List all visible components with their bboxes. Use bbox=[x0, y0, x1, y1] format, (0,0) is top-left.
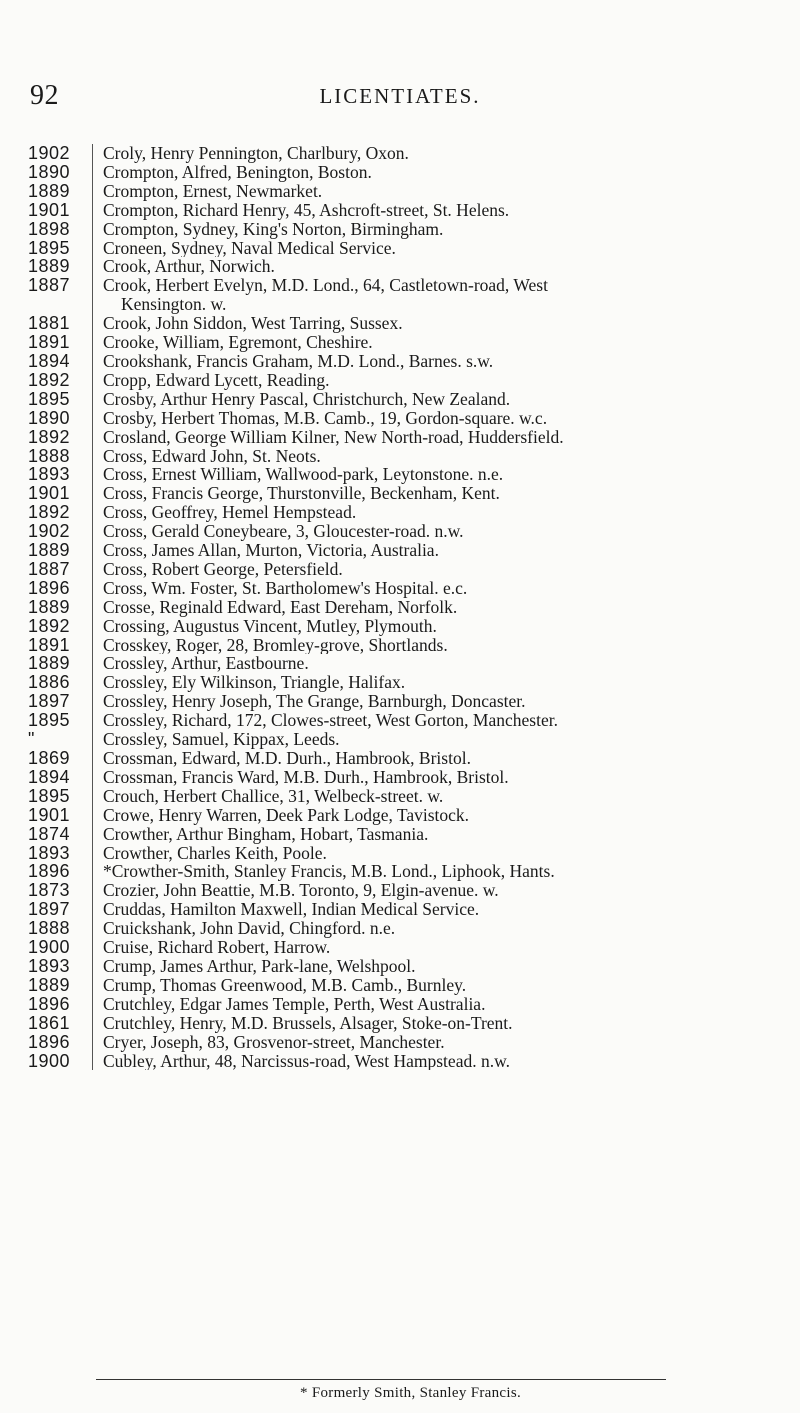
list-item bbox=[28, 900, 788, 919]
list-item bbox=[28, 806, 788, 825]
list-item bbox=[28, 428, 788, 447]
entry-text: Crookshank, Francis Graham, M.D. Lond., Barnes. s.w. bbox=[92, 352, 493, 371]
entry-year: 1874 bbox=[28, 823, 71, 844]
list-item bbox=[28, 390, 788, 409]
entry-year: 1897 bbox=[28, 691, 71, 712]
list-item bbox=[28, 692, 788, 711]
list-item bbox=[28, 465, 788, 484]
entry-year: 1892 bbox=[28, 426, 71, 447]
entry-year: 1902 bbox=[28, 143, 71, 163]
list-item bbox=[28, 995, 788, 1014]
entry-text: Cubley, Arthur, 48, Narcissus-road, West Hampstead. n.w. bbox=[92, 1052, 510, 1071]
entry-text: Crosskey, Roger, 28, Bromley-grove, Shortlands. bbox=[92, 636, 448, 655]
entry-text: Crossley, Samuel, Kippax, Leeds. bbox=[92, 730, 340, 749]
entry-text: Cross, James Allan, Murton, Victoria, Australia. bbox=[92, 541, 439, 560]
entry-text: Cross, Gerald Coneybeare, 3, Gloucester-road. n.w. bbox=[92, 522, 464, 541]
list-item bbox=[28, 333, 788, 352]
footnote: * Formerly Smith, Stanley Francis. bbox=[300, 1385, 522, 1401]
entry-text: Cross, Wm. Foster, St. Bartholomew's Hospital. e.c. bbox=[92, 579, 467, 598]
entry-year: 1902 bbox=[28, 521, 71, 542]
entry-text: Crossley, Richard, 172, Clowes-street, West Gorton, Manchester. bbox=[92, 711, 558, 730]
entry-year: 1901 bbox=[28, 199, 71, 220]
page-number: 92 bbox=[30, 80, 59, 111]
entry-text: Crosby, Herbert Thomas, M.B. Camb., 19, Gordon-square. w.c. bbox=[92, 409, 547, 428]
entry-text: Crooke, William, Egremont, Cheshire. bbox=[92, 333, 373, 352]
entry-year: 1886 bbox=[28, 672, 71, 693]
list-item bbox=[28, 503, 788, 522]
entry-text: Cruise, Richard Robert, Harrow. bbox=[92, 938, 330, 957]
list-item bbox=[28, 239, 788, 258]
entry-year: 1890 bbox=[28, 161, 71, 182]
entry-text: Kensington. w. bbox=[92, 295, 226, 314]
entry-year: 1889 bbox=[28, 180, 71, 201]
entry-text: Croneen, Sydney, Naval Medical Service. bbox=[92, 239, 396, 258]
entry-text: Crowe, Henry Warren, Deek Park Lodge, Tavistock. bbox=[92, 806, 469, 825]
entry-text: Crozier, John Beattie, M.B. Toronto, 9, Elgin-avenue. w. bbox=[92, 881, 499, 900]
list-item bbox=[28, 182, 788, 201]
entry-text: Crossley, Ely Wilkinson, Triangle, Halifax. bbox=[92, 673, 405, 692]
entry-year: 1900 bbox=[28, 1050, 71, 1071]
list-item bbox=[28, 352, 788, 371]
entry-year: 1889 bbox=[28, 256, 71, 277]
entry-year: 1861 bbox=[28, 1012, 71, 1033]
entry-text: *Crowther-Smith, Stanley Francis, M.B. Lond., Liphook, Hants. bbox=[92, 862, 555, 881]
entry-year: 1887 bbox=[28, 275, 71, 296]
entry-text: Crutchley, Henry, M.D. Brussels, Alsager, Stoke-on-Trent. bbox=[92, 1014, 513, 1033]
list-item bbox=[28, 560, 788, 579]
list-item bbox=[28, 409, 788, 428]
entry-year: 1897 bbox=[28, 899, 71, 920]
entry-year: 1873 bbox=[28, 880, 71, 901]
list-item bbox=[28, 938, 788, 957]
entry-year: 1896 bbox=[28, 993, 71, 1014]
entry-year: 1889 bbox=[28, 653, 71, 674]
list-item bbox=[28, 862, 788, 881]
entry-year: 1900 bbox=[28, 937, 71, 958]
entry-year: 1892 bbox=[28, 502, 71, 523]
list-item bbox=[28, 371, 788, 390]
entry-year: 1898 bbox=[28, 218, 71, 239]
list-item bbox=[28, 636, 788, 655]
entry-year: 1893 bbox=[28, 464, 71, 485]
entry-year: 1894 bbox=[28, 766, 71, 787]
entry-text: Cross, Geoffrey, Hemel Hempstead. bbox=[92, 503, 356, 522]
entry-year: 1896 bbox=[28, 577, 71, 598]
entry-text: Cross, Ernest William, Wallwood-park, Leytonstone. n.e. bbox=[92, 465, 503, 484]
list-item bbox=[28, 1052, 788, 1071]
list-item bbox=[28, 295, 788, 314]
list-item bbox=[28, 957, 788, 976]
entry-text: Crump, Thomas Greenwood, M.B. Camb., Burnley. bbox=[92, 976, 466, 995]
entry-year: 1901 bbox=[28, 483, 71, 504]
entry-text: Cruickshank, John David, Chingford. n.e. bbox=[92, 919, 395, 938]
list-item bbox=[28, 447, 788, 466]
entry-text: Crompton, Sydney, King's Norton, Birmingham. bbox=[92, 220, 443, 239]
entry-year: 1892 bbox=[28, 369, 71, 390]
entry-text: Crossman, Edward, M.D. Durh., Hambrook, Bristol. bbox=[92, 749, 471, 768]
list-item bbox=[28, 522, 788, 541]
list-item bbox=[28, 1033, 788, 1052]
list-item bbox=[28, 654, 788, 673]
entry-text: Crossman, Francis Ward, M.B. Durh., Hambrook, Bristol. bbox=[92, 768, 509, 787]
entry-text: Crowther, Charles Keith, Poole. bbox=[92, 844, 327, 863]
entry-year: 1895 bbox=[28, 710, 71, 731]
list-item bbox=[28, 617, 788, 636]
entry-text: Croly, Henry Pennington, Charlbury, Oxon. bbox=[92, 144, 409, 163]
list-item bbox=[28, 541, 788, 560]
entry-text: Crutchley, Edgar James Temple, Perth, West Australia. bbox=[92, 995, 485, 1014]
entry-year: 1901 bbox=[28, 804, 71, 825]
entry-year: 1895 bbox=[28, 785, 71, 806]
entry-text: Crook, Herbert Evelyn, M.D. Lond., 64, Castletown-road, West bbox=[92, 276, 548, 295]
entry-text: Crossing, Augustus Vincent, Mutley, Plymouth. bbox=[92, 617, 437, 636]
entry-year: 1890 bbox=[28, 407, 71, 428]
list-item bbox=[28, 598, 788, 617]
footnote-rule bbox=[96, 1379, 666, 1380]
entry-text: Crowther, Arthur Bingham, Hobart, Tasmania. bbox=[92, 825, 428, 844]
licentiates-listing bbox=[28, 144, 788, 1070]
list-item bbox=[28, 673, 788, 692]
list-item bbox=[28, 163, 788, 182]
list-item bbox=[28, 484, 788, 503]
entry-year: 1891 bbox=[28, 332, 71, 353]
entry-text: Crump, James Arthur, Park-lane, Welshpool. bbox=[92, 957, 416, 976]
list-item bbox=[28, 749, 788, 768]
entry-year: 1896 bbox=[28, 1031, 71, 1052]
list-item bbox=[28, 144, 788, 163]
entry-text: Crompton, Ernest, Newmarket. bbox=[92, 182, 322, 201]
entry-text: Crompton, Richard Henry, 45, Ashcroft-street, St. Helens. bbox=[92, 201, 509, 220]
list-item bbox=[28, 881, 788, 900]
entry-text: Cropp, Edward Lycett, Reading. bbox=[92, 371, 329, 390]
list-item bbox=[28, 711, 788, 730]
list-item bbox=[28, 768, 788, 787]
entry-year: 1893 bbox=[28, 842, 71, 863]
list-item bbox=[28, 276, 788, 295]
list-item bbox=[28, 220, 788, 239]
list-item bbox=[28, 1014, 788, 1033]
entry-text: Crossley, Arthur, Eastbourne. bbox=[92, 654, 309, 673]
entry-year: 1895 bbox=[28, 237, 71, 258]
entry-text: Crook, John Siddon, West Tarring, Sussex. bbox=[92, 314, 403, 333]
entry-year: 1888 bbox=[28, 918, 71, 939]
entry-text: Crosland, George William Kilner, New North-road, Huddersfield. bbox=[92, 428, 564, 447]
list-item bbox=[28, 201, 788, 220]
entry-text: Crossley, Henry Joseph, The Grange, Barnburgh, Doncaster. bbox=[92, 692, 526, 711]
entry-year: 1894 bbox=[28, 350, 71, 371]
list-item bbox=[28, 730, 788, 749]
entry-text: Cross, Edward John, St. Neots. bbox=[92, 447, 321, 466]
entry-text: Crosby, Arthur Henry Pascal, Christchurch, New Zealand. bbox=[92, 390, 510, 409]
list-item bbox=[28, 314, 788, 333]
entry-year: 1895 bbox=[28, 388, 71, 409]
page-header: LICENTIATES. bbox=[319, 84, 481, 108]
list-item bbox=[28, 976, 788, 995]
entry-year: 1891 bbox=[28, 634, 71, 655]
entry-year: 1881 bbox=[28, 313, 71, 334]
entry-text: Crook, Arthur, Norwich. bbox=[92, 257, 275, 276]
entry-year: 1893 bbox=[28, 955, 71, 976]
list-item bbox=[28, 919, 788, 938]
entry-year: 1888 bbox=[28, 445, 71, 466]
entry-text: Cross, Robert George, Petersfield. bbox=[92, 560, 343, 579]
entry-year: 1889 bbox=[28, 974, 71, 995]
entry-year: 1887 bbox=[28, 558, 71, 579]
entry-year: 1889 bbox=[28, 540, 71, 561]
entry-year: 1889 bbox=[28, 596, 71, 617]
entry-text: Cross, Francis George, Thurstonville, Beckenham, Kent. bbox=[92, 484, 500, 503]
list-item bbox=[28, 844, 788, 863]
entry-year: 1896 bbox=[28, 861, 71, 882]
entry-year: 1869 bbox=[28, 748, 71, 768]
list-item bbox=[28, 579, 788, 598]
list-item bbox=[28, 787, 788, 806]
entry-text: Crompton, Alfred, Benington, Boston. bbox=[92, 163, 372, 182]
entry-year: " bbox=[28, 729, 35, 750]
entry-text: Cryer, Joseph, 83, Grosvenor-street, Manchester. bbox=[92, 1033, 445, 1052]
list-item bbox=[28, 825, 788, 844]
list-item bbox=[28, 257, 788, 276]
entry-text: Crosse, Reginald Edward, East Dereham, Norfolk. bbox=[92, 598, 457, 617]
entry-text: Crouch, Herbert Challice, 31, Welbeck-street. w. bbox=[92, 787, 443, 806]
entry-text: Cruddas, Hamilton Maxwell, Indian Medical Service. bbox=[92, 900, 479, 919]
entry-year: 1892 bbox=[28, 615, 71, 636]
